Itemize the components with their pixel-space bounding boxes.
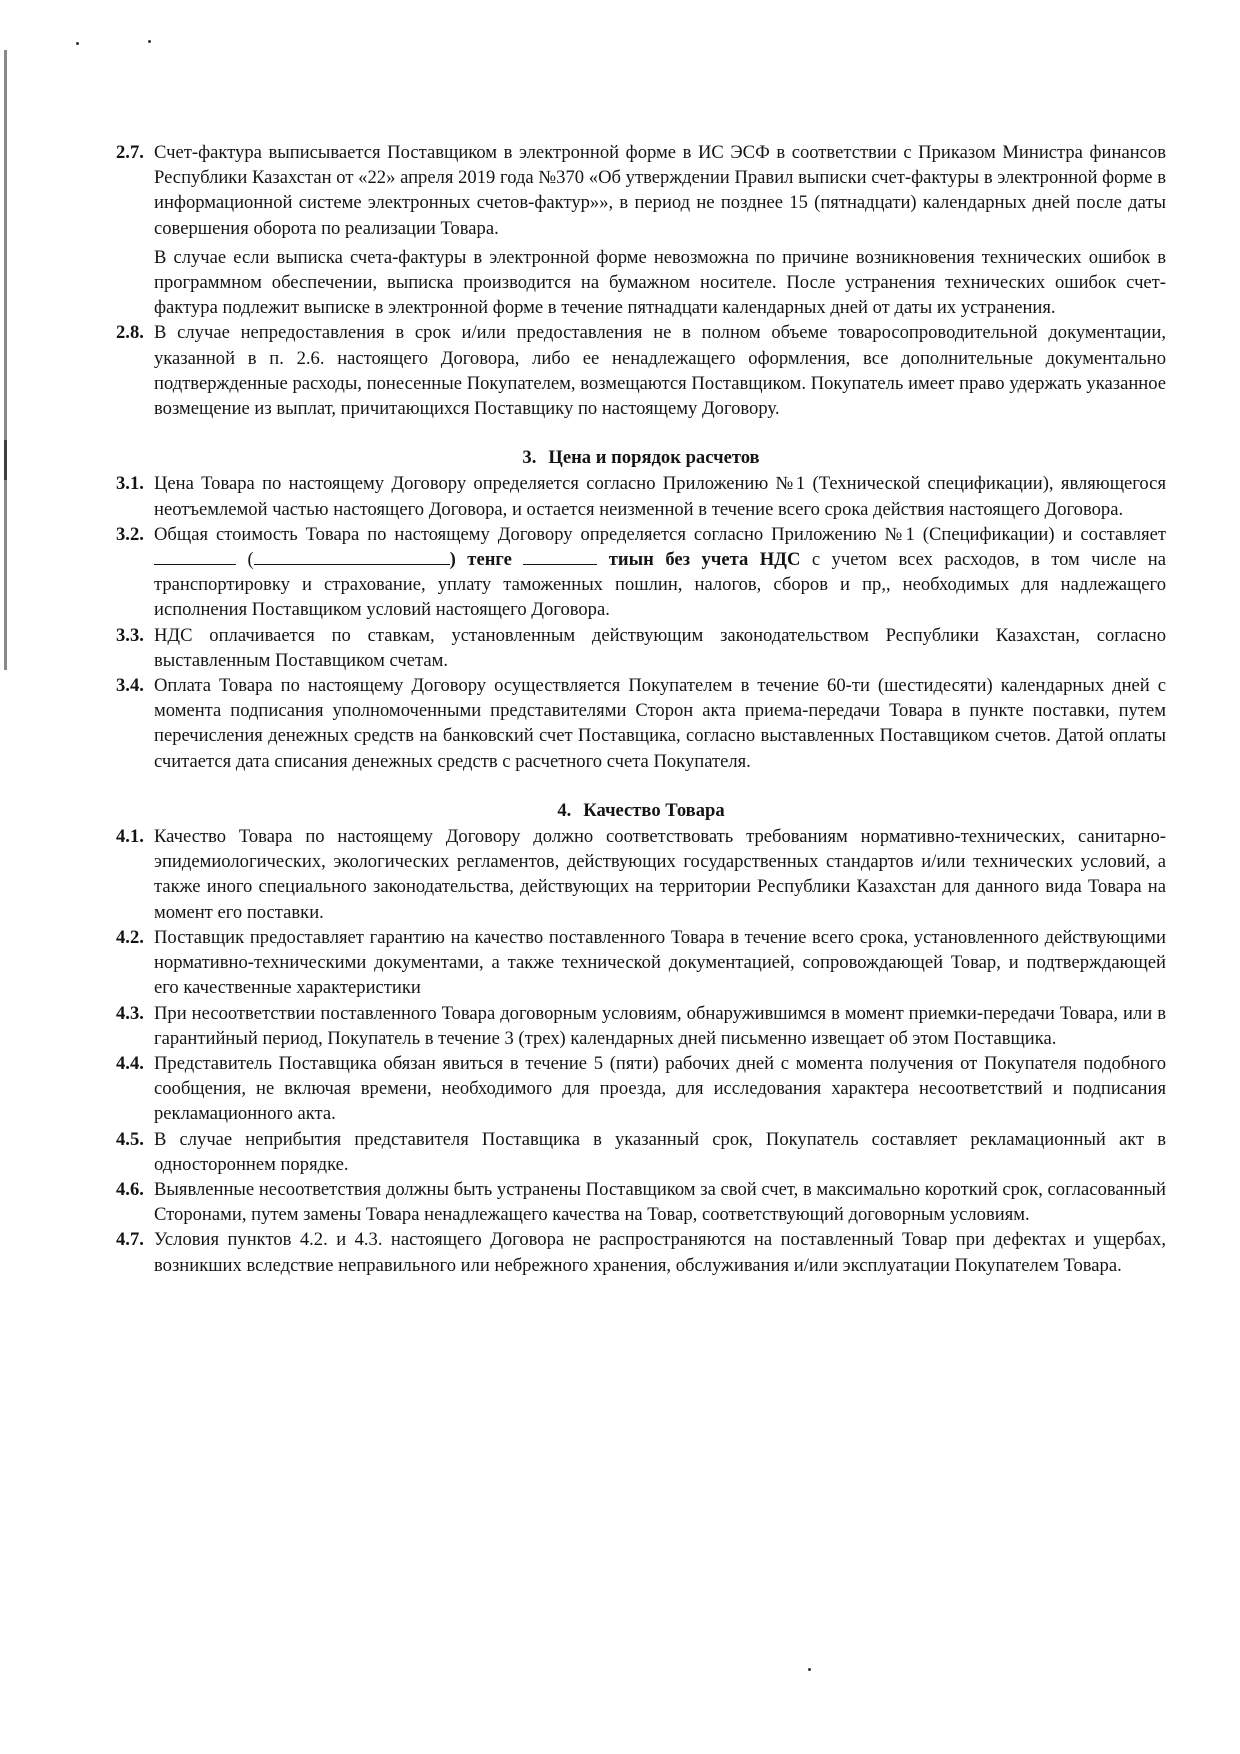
clause-2-7 [116, 140, 1166, 320]
document-page [116, 140, 1166, 1278]
clause-number: 3.3. [116, 624, 144, 646]
section-number: 3. [522, 447, 537, 469]
clause-4-6 [116, 1177, 1166, 1227]
section-4-items [116, 824, 1166, 1278]
clause-number: 3.1. [116, 473, 144, 495]
clause-text: В случае непредоставления в срок и/или предоставления не в полном объеме товаросопроводительной документации, указанной в п. 2.6. настоящего Договора, либо ее ненадлежащего оформления, все дополнительные документально подтвержденные расходы, понесенные Покупателем, возмещаются Поставщиком. Покупатель имеет право удержать указанное возмещение из выплат, причитающихся Поставщику по настоящему Договору. [154, 322, 1166, 420]
clause-number: 4.4. [116, 1052, 144, 1074]
clause-text: Представитель Поставщика обязан явиться в течение 5 (пяти) рабочих дней с момента получения от Покупателя подобного сообщения, не включая времени, необходимого для проезда, для исследования характера несоответствий и подписания рекламационного акта. [154, 1052, 1166, 1125]
clause-text: Поставщик предоставляет гарантию на качество поставленного Товара в течение всего срока, установленного действующими нормативно-техническими документами, а также технической документацией, сопровождающей Товар, и подтверждающей его качественные характеристики [154, 926, 1166, 999]
clause-number: 4.5. [116, 1128, 144, 1150]
scan-edge-mark [4, 50, 7, 670]
section-3-heading [116, 445, 1166, 470]
clause-text: Качество Товара по настоящему Договору должно соответствовать требованиям нормативно-технических, санитарно-эпидемиологических, экологических регламентов, действующих государственных стандартов и/или технических условий, а также иного специального законодательства, действующих на территории Республики Казахстан для данного вида Товара на момент его поставки. [154, 826, 1166, 923]
section-title: Цена и порядок расчетов [548, 447, 760, 469]
scan-speck [76, 42, 79, 45]
clause-number: 2.8. [116, 322, 144, 344]
clause-number: 3.4. [116, 675, 144, 697]
clause-2-8 [116, 320, 1166, 421]
clause-text-part: Общая стоимость Товара по настоящему Договору определяется согласно Приложению №1 (Спецификации) и составляет [154, 523, 1166, 545]
clause-3-4 [116, 673, 1166, 774]
clause-number: 4.3. [116, 1002, 144, 1024]
section-2-items [116, 140, 1166, 421]
amount-words-blank [254, 549, 450, 565]
clause-text: Выявленные несоответствия должны быть устранены Поставщиком за свой счет, в максимально короткий срок, согласованный Сторонами, путем замены Товара ненадлежащего качества на Товар, соответствующий договорным условиям. [154, 1178, 1166, 1226]
clause-4-3 [116, 1001, 1166, 1051]
clause-number: 4.1. [116, 826, 144, 848]
clause-text: Оплата Товара по настоящему Договору осуществляется Покупателем в течение 60-ти (шестидесяти) календарных дней с момента подписания уполномоченными представителями Сторон акта приема-передачи Товара в пункте поставки, путем перечисления денежных средств на банковский счет Поставщика, согласно выставленных Поставщиком счетов. Датой оплаты считается дата списания денежных средств с расчетного счета Покупателя. [154, 675, 1166, 772]
clause-number: 2.7. [116, 142, 144, 163]
scan-speck [148, 40, 151, 43]
section-4-heading [116, 798, 1166, 823]
clause-number: 3.2. [116, 523, 144, 545]
clause-text: В случае если выписка счета-фактуры в электронной форме невозможна по причине возникновения технических ошибок в программном обеспечении, выписка производится на бумажном носителе. После устранения технических ошибок счет-фактура подлежит выписке в электронной форме в течение пятнадцати календарных дней от даты их устранения. [154, 246, 1166, 319]
clause-4-5 [116, 1127, 1166, 1177]
clause-text: НДС оплачивается по ставкам, установленным действующим законодательством Республики Казахстан, согласно выставленным Поставщиком счетам. [154, 624, 1166, 671]
clause-text: Счет-фактура выписывается Поставщиком в электронной форме в ИС ЭСФ в соответствии с Приказом Министра финансов Республики Казахстан от «22» апреля 2019 года №370 «Об утверждении Правил выписки счет-фактуры в электронной форме в информационной системе электронных счетов-фактур»», в период не позднее 15 (пятнадцати) календарных дней после даты совершения оборота по реализации Товара. [154, 142, 1166, 239]
clause-4-7 [116, 1227, 1166, 1277]
clause-text: В случае неприбытия представителя Поставщика в указанный срок, Покупатель составляет рекламационный акт в одностороннем порядке. [154, 1128, 1166, 1175]
clause-3-1 [116, 471, 1166, 521]
section-title: Качество Товара [583, 799, 725, 821]
clause-3-3 [116, 623, 1166, 673]
clause-number: 4.6. [116, 1178, 144, 1200]
clause-text [154, 522, 1166, 623]
section-number: 4. [557, 799, 572, 821]
clause-text-part: ) тенге [449, 549, 524, 571]
scan-speck [808, 1668, 811, 1671]
clause-text: Условия пунктов 4.2. и 4.3. настоящего Договора не распространяются на поставленный Товар при дефектах и ущербах, возникших вследствие неправильного или небрежного хранения, обслуживания и/или эксплуатации Покупателем Товара. [154, 1229, 1166, 1276]
clause-4-1 [116, 824, 1166, 925]
clause-text-part: с учетом всех расходов, в том числе на транспортировку и страхование, уплату таможенных пошлин, налогов, сборов и пр,, необходимых для надлежащего исполнения Поставщиком условий настоящего Договора. [154, 549, 1167, 621]
section-3-items [116, 623, 1166, 774]
clause-text-part: ( [236, 549, 254, 571]
clause-4-4 [116, 1051, 1166, 1127]
tiyn-blank [523, 549, 597, 565]
scan-edge-mark [4, 440, 7, 480]
clause-number: 4.2. [116, 926, 144, 948]
clause-4-2 [116, 925, 1166, 1001]
clause-number: 4.7. [116, 1229, 144, 1251]
clause-3-2 [116, 522, 1166, 623]
clause-text-part: тиын без учета НДС [597, 549, 801, 571]
clause-text: Цена Товара по настоящему Договору определяется согласно Приложению №1 (Технической спецификации), являющегося неотъемлемой частью настоящего Договора, и остается неизменной в течение всего срока действия настоящего Договора. [154, 473, 1166, 520]
clause-text: При несоответствии поставленного Товара договорным условиям, обнаружившимся в момент приемки-передачи Товара, или в гарантийный период, Покупатель в течение 3 (трех) календарных дней письменно извещает об этом Поставщика. [154, 1002, 1166, 1049]
amount-blank [154, 549, 236, 565]
